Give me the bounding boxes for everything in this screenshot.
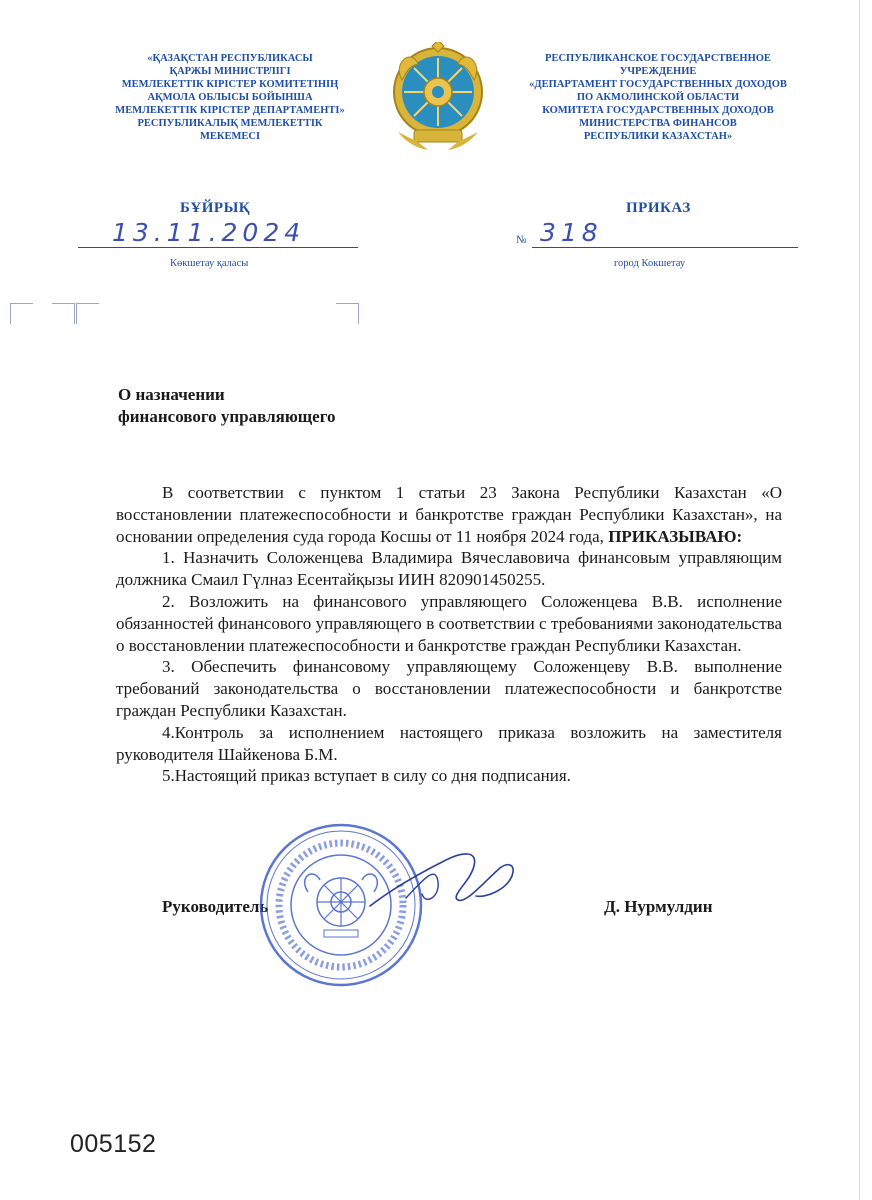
corner-bracket [336,303,359,324]
item-paragraph: 5.Настоящий приказ вступает в силу со дня подписания. [162,766,571,786]
date-underline [78,247,358,248]
header-kz-line: МЕМЛЕКЕТТІК КІРІСТЕР КОМИТЕТІНІҢ [121,79,339,90]
corner-bracket [76,303,99,324]
header-ru-line: РЕСПУБЛИКИ КАЗАХСТАН» [583,131,733,142]
number-underline [532,247,798,248]
signatory-role: Руководитель [162,897,269,916]
header-kz-line: АҚМОЛА ОБЛЫСЫ БОЙЫНША [147,92,313,103]
intro-text: В соответствии с пунктом 1 статьи 23 Закона Республики Казахстан «О восстановлении платежеспособности и банкротстве граждан Республики Казахстан», на основании определения суда города Косшы от 11 ноября 2024 года, [116,483,782,546]
signatory-name: Д. Нурмулдин [604,897,713,916]
order-title-ru: ПРИКАЗ [626,200,691,216]
header-ru-line: РЕСПУБЛИКАНСКОЕ ГОСУДАРСТВЕННОЕ [545,53,771,64]
city-kz: Көкшетау қаласы [170,258,249,269]
header-kz-line: ҚАРЖЫ МИНИСТРЛІГІ [169,66,291,77]
subject-line: О назначении [118,385,225,404]
header-kz-line: РЕСПУБЛИКАЛЫҚ МЕМЛЕКЕТТІК [137,118,323,129]
order-word: ПРИКАЗЫВАЮ: [608,526,743,546]
number-sign: № [516,234,527,246]
item-paragraph: 1. Назначить Соложенцева Владимира Вячеславовича финансовым управляющим должника Смаил Гүлназ Есентайқызы ИИН 820901450255. [116,548,782,590]
header-kz-line: МЕКЕМЕСІ [199,131,261,142]
order-number: 318 [540,218,603,247]
handwritten-signature-icon [366,846,526,916]
header-ru-line: «ДЕПАРТАМЕНТ ГОСУДАРСТВЕННЫХ ДОХОДОВ [529,79,787,90]
header-kz [90,52,370,143]
intro-paragraph [116,482,782,547]
header-ru-line: ПО АКМОЛИНСКОЙ ОБЛАСТИ [576,92,740,103]
city-ru: город Кокшетау [614,258,686,269]
header-ru-line: МИНИСТЕРСТВА ФИНАНСОВ [579,118,737,129]
item-paragraph: 4.Контроль за исполнением настоящего приказа возложить на заместителя руководителя Шайкенова Б.М. [116,722,782,764]
order-body [116,482,782,787]
header-ru [510,52,806,143]
subject-line: финансового управляющего [118,407,336,426]
order-title-kz: БҰЙРЫҚ [180,200,251,216]
corner-bracket [10,303,33,324]
header-ru-line: КОМИТЕТА ГОСУДАРСТВЕННЫХ ДОХОДОВ [542,105,774,116]
corner-bracket [52,303,75,324]
header-ru-line: УЧРЕЖДЕНИЕ [619,66,697,77]
item-paragraph: 2. Возложить на финансового управляющего Соложенцева В.В. исполнение обязанностей финансового управляющего в соответствии с требованиями законодательства о восстановлении платежеспособности и банкротстве граждан Республики Казахстан. [116,591,782,655]
scan-edge-line [859,0,860,1200]
header-kz-line: МЕМЛЕКЕТТІК КІРІСТЕР ДЕПАРТАМЕНТІ» [115,105,345,116]
header-kz-line: «ҚАЗАҚСТАН РЕСПУБЛИКАСЫ [147,53,313,64]
item-paragraph: 3. Обеспечить финансовому управляющему Соложенцеву В.В. выполнение требований законодательства о восстановлении платежеспособности и банкротстве граждан Республики Казахстан. [116,657,782,720]
document-serial-number: 005152 [70,1130,157,1158]
order-subject [118,384,336,428]
kazakhstan-emblem-icon [388,42,488,154]
order-date: 13.11.2024 [112,218,306,247]
